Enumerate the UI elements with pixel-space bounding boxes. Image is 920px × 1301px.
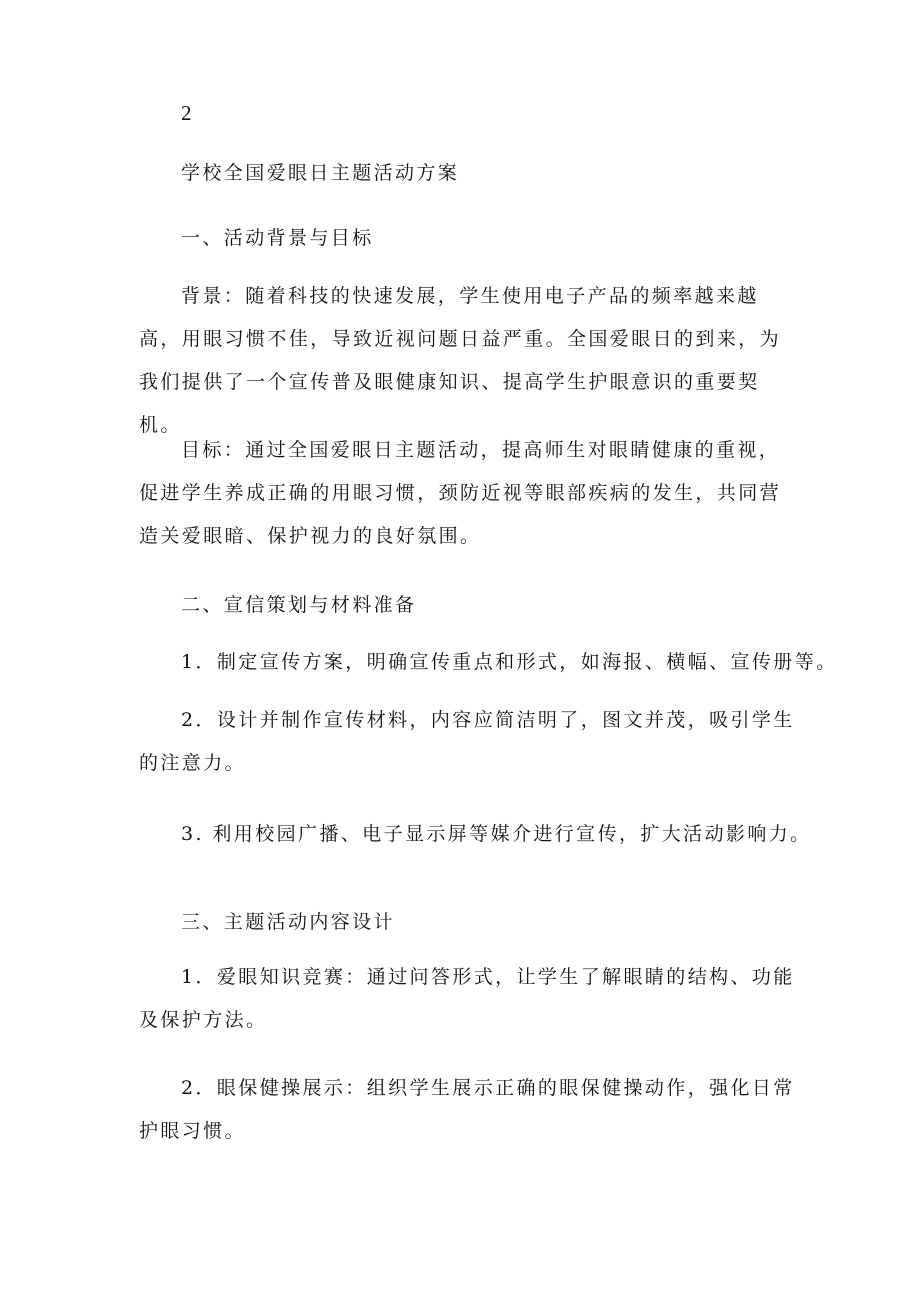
section3-item-1 <box>139 956 795 1042</box>
section2-item-1 <box>139 641 838 684</box>
section3-item-2 <box>139 1067 795 1153</box>
section3-item-2-text: 2．眼保健操展示：组织学生展示正确的眼保健操动作，强化日常护眼习惯。 <box>139 1077 795 1142</box>
document-title <box>139 152 795 195</box>
section1-heading <box>139 217 795 260</box>
section2-item-2-text: 2．设计并制作宣传材料，内容应简洁明了，图文并茂，吸引学生的注意力。 <box>139 709 795 774</box>
section2-heading <box>139 584 795 627</box>
section2-item-3 <box>139 813 812 856</box>
section2-item-1-text: 1．制定宣传方案，明确宣传重点和形式，如海报、横幅、宣传册等。 <box>181 651 838 673</box>
section2-heading-text: 二、宣信策划与材料准备 <box>181 594 417 616</box>
section3-heading <box>139 901 795 944</box>
goal-paragraph <box>139 429 795 558</box>
section3-item-1-text: 1．爱眼知识竞赛：通过问答形式，让学生了解眼睛的结构、功能及保护方法。 <box>139 966 795 1031</box>
section3-heading-text: 三、主题活动内容设计 <box>181 911 396 933</box>
document-title-text: 学校全国爱眼日主题活动方案 <box>181 162 460 184</box>
section2-item-3-text: 3. 利用校园广播、电子显示屏等媒介进行宣传，扩大活动影响力。 <box>181 823 812 845</box>
section1-heading-text: 一、活动背景与目标 <box>181 227 374 249</box>
goal-paragraph-text: 目标：通过全国爱眼日主题活动，提高师生对眼睛健康的重视，促进学生养成正确的用眼习惯，颈防近视等眼部疾病的发生，共同营造关爱眼暗、保护视力的良好氛围。 <box>139 439 782 547</box>
section2-item-2 <box>139 699 795 785</box>
background-paragraph-text: 背景：随着科技的快速发展，学生使用电子产品的频率越来越高，用眼习惯不佳，导致近视问题日益严重。全国爱眼日的到来，为我们提供了一个宣传普及眼健康知识、提高学生护眼意识的重要契机。 <box>139 285 782 436</box>
background-paragraph <box>139 275 795 447</box>
page-number: 2 <box>181 101 192 125</box>
